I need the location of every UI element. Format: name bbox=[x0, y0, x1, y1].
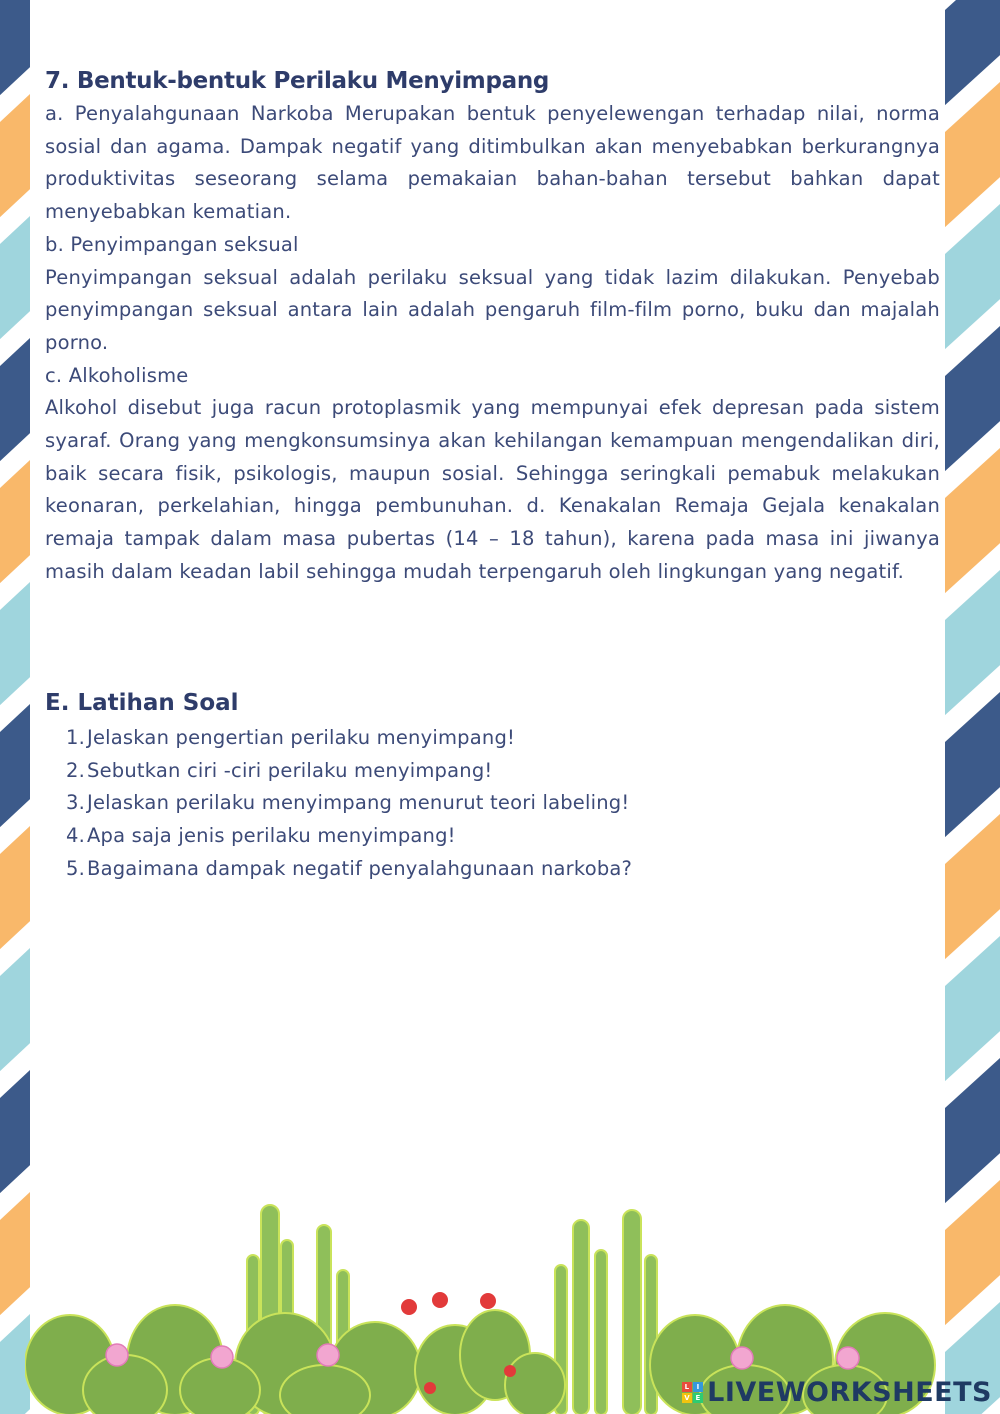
stripe bbox=[945, 82, 1000, 227]
latihan-title: E. Latihan Soal bbox=[45, 690, 239, 716]
logo-letter: E bbox=[693, 1393, 703, 1403]
tall-cactus-right bbox=[555, 1210, 657, 1414]
stripe bbox=[0, 338, 30, 461]
question-text: Jelaskan perilaku menyimpang menurut teori labeling! bbox=[87, 791, 630, 815]
liveworksheets-brand bbox=[682, 1377, 992, 1408]
stripe bbox=[945, 692, 1000, 837]
logo-letter: L bbox=[682, 1382, 692, 1392]
question-text: Jelaskan pengertian perilaku menyimpang! bbox=[87, 726, 516, 749]
stripe bbox=[0, 1070, 30, 1193]
question-number: 4. bbox=[65, 824, 85, 848]
stripe bbox=[0, 94, 30, 217]
question-number: 5. bbox=[65, 856, 85, 880]
question-text: Bagaimana dampak negatif penyalahgunaan narkoba? bbox=[87, 856, 633, 880]
question-item bbox=[45, 787, 940, 820]
right-stripe-border bbox=[945, 0, 1000, 1414]
question-item bbox=[45, 853, 940, 886]
question-number: 2. bbox=[65, 758, 85, 782]
stripe bbox=[945, 326, 1000, 471]
stripe bbox=[0, 460, 30, 583]
stripe bbox=[0, 216, 30, 339]
question-list bbox=[45, 722, 940, 886]
stripe bbox=[945, 204, 1000, 349]
question-item bbox=[45, 755, 940, 788]
stripe bbox=[0, 0, 30, 95]
stripe bbox=[0, 826, 30, 949]
section-7-title: 7. Bentuk-bentuk Perilaku Menyimpang bbox=[45, 68, 550, 94]
item-c-label: c. Alkoholisme bbox=[45, 363, 189, 387]
stripe bbox=[945, 448, 1000, 593]
stripe bbox=[0, 582, 30, 705]
question-text: Apa saja jenis perilaku menyimpang! bbox=[87, 824, 456, 848]
item-b-label: b. Penyimpangan seksual bbox=[45, 232, 299, 256]
stripe bbox=[0, 704, 30, 827]
stripe bbox=[945, 1180, 1000, 1325]
liveworksheets-logo bbox=[682, 1382, 703, 1403]
stripe bbox=[945, 814, 1000, 959]
stripe bbox=[945, 570, 1000, 715]
latihan-soal-section bbox=[45, 690, 940, 886]
item-c-text: Alkohol disebut juga racun protoplasmik yang mempunyai efek depresan pada sistem syaraf. Orang yang mengkonsumsinya akan kehilangan kemampuan mengendalikan diri, baik secara fisik, psikologis, maupun sosial. Sehingga seringkali pemabuk melakukan keonaran, perkelahian, hingga pembunuhan. d. Kenakalan Remaja Gejala kenakalan remaja tampak dalam masa pubertas (14 – 18 tahun), karena pada masa ini jiwanya masih dalam keadan labil sehingga mudah terpengaruh oleh lingkungan yang negatif. bbox=[45, 396, 940, 583]
stripe bbox=[0, 948, 30, 1071]
brand-name: LIVEWORKSHEETS bbox=[707, 1377, 992, 1408]
logo-letter: I bbox=[693, 1382, 703, 1392]
stripe bbox=[945, 1058, 1000, 1203]
question-text: Sebutkan ciri -ciri perilaku menyimpang! bbox=[87, 758, 493, 782]
question-item bbox=[45, 722, 940, 755]
stripe bbox=[945, 936, 1000, 1081]
item-a-text: a. Penyalahgunaan Narkoba Merupakan bentuk penyelewengan terhadap nilai, norma sosial dan agama. Dampak negatif yang ditimbulkan akan menyebabkan berkurangnya produktivitas seseorang selama pemakaian bahan-bahan tersebut bahkan dapat menyebabkan kematian. bbox=[45, 102, 940, 224]
question-item bbox=[45, 820, 940, 853]
stripe bbox=[945, 0, 1000, 105]
section-7 bbox=[45, 68, 940, 589]
question-number: 1. bbox=[65, 726, 85, 749]
question-number: 3. bbox=[65, 791, 85, 815]
logo-letter: V bbox=[682, 1393, 692, 1403]
item-b-text: Penyimpangan seksual adalah perilaku seksual yang tidak lazim dilakukan. Penyebab penyimpangan seksual antara lain adalah pengaruh film-film porno, buku dan majalah porno. bbox=[45, 265, 940, 354]
